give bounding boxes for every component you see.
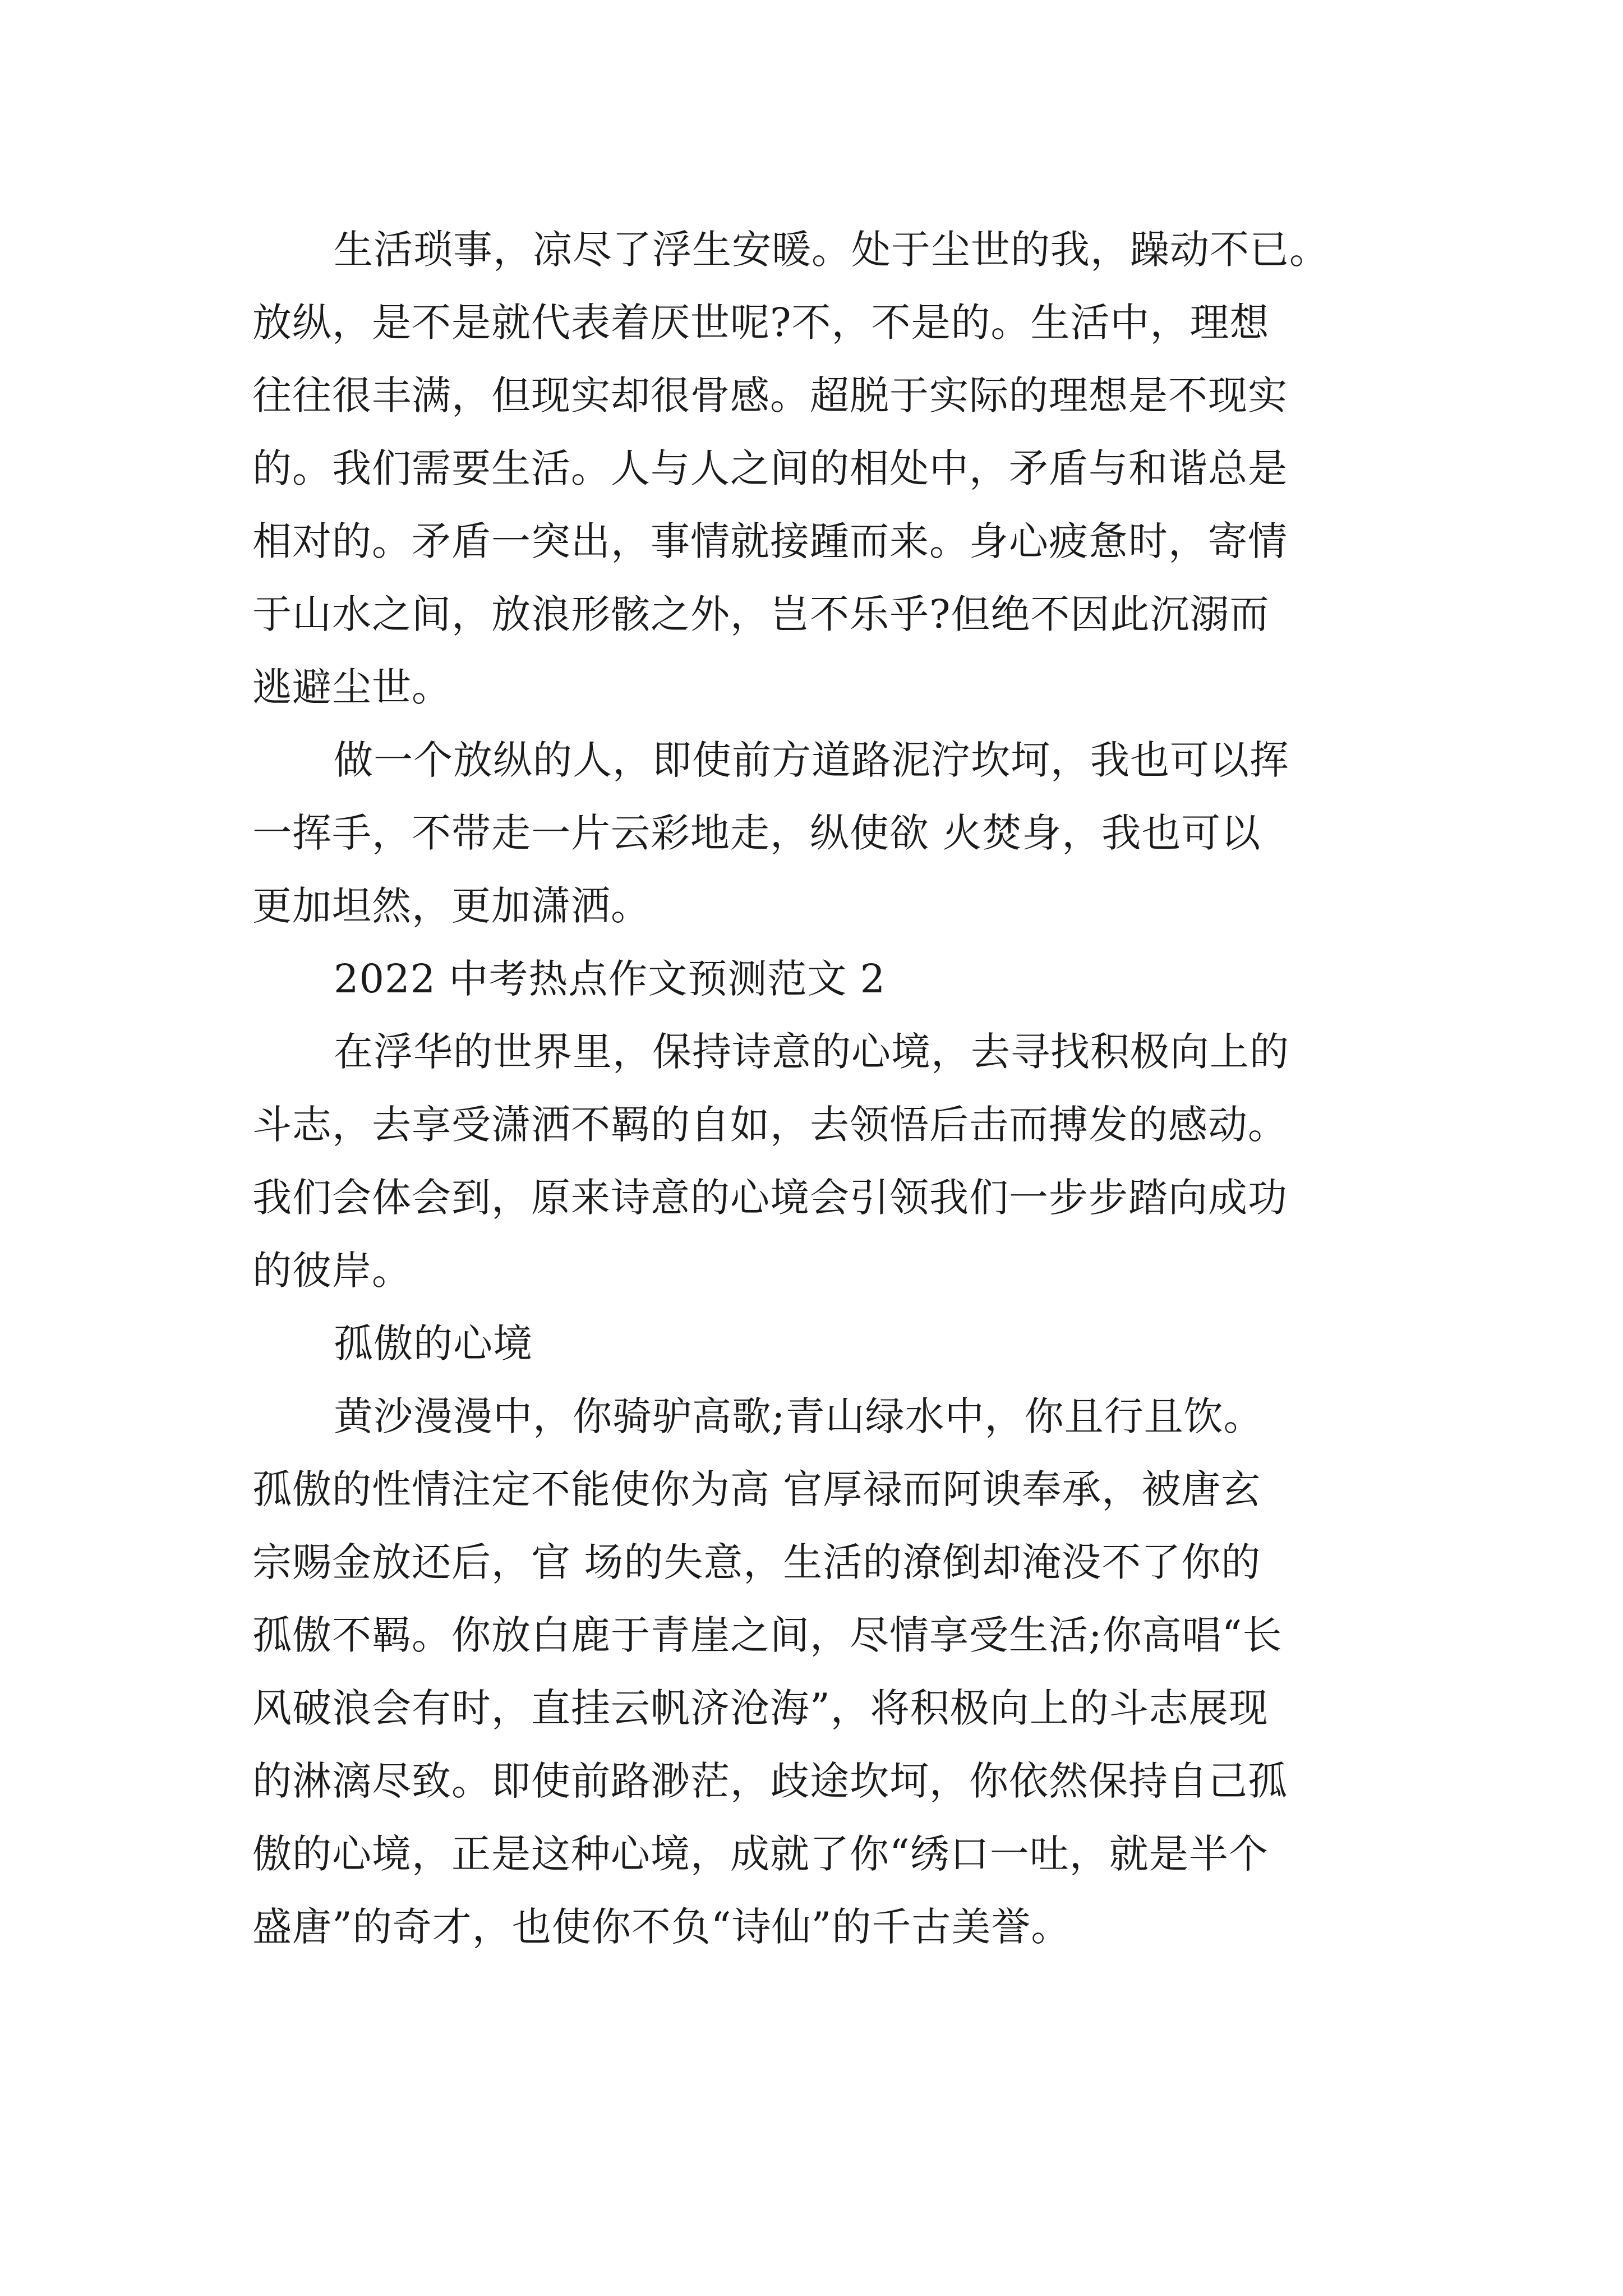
text-line: 往往很丰满，但现实却很骨感。超脱于实际的理想是不现实 — [252, 372, 1288, 418]
text-line: 一挥手，不带走一片云彩地走，纵使欲 火焚身，我也可以 — [252, 810, 1261, 856]
text-line: 更加坦然，更加潇洒。 — [252, 883, 651, 929]
section-heading — [252, 942, 1391, 1015]
text-line: 的。我们需要生活。人与人之间的相处中，矛盾与和谐总是 — [252, 445, 1288, 491]
paragraph-4 — [252, 1380, 1391, 1963]
text-line: 孤傲的性情注定不能使你为高 官厚禄而阿谀奉承，被唐玄 — [252, 1466, 1261, 1512]
subheading — [252, 1307, 1391, 1380]
text-line: 我们会体会到，原来诗意的心境会引领我们一步步踏向成功 — [252, 1175, 1288, 1221]
text-line: 斗志，去享受潇洒不羁的自如，去领悟后击而搏发的感动。 — [252, 1102, 1288, 1148]
text-line: 做一个放纵的人，即使前方道路泥泞坎坷，我也可以挥 — [334, 737, 1289, 783]
text-line: 的淋漓尽致。即使前路渺茫，歧途坎坷，你依然保持自己孤 — [252, 1758, 1288, 1804]
text-line: 生活琐事，凉尽了浮生安暖。处于尘世的我，躁动不已。 — [334, 227, 1329, 273]
paragraph-1 — [252, 213, 1391, 724]
subheading-line: 孤傲的心境 — [334, 1320, 533, 1366]
text-line: 宗赐金放还后，官 场的失意，生活的潦倒却淹没不了你的 — [252, 1539, 1261, 1585]
text-line: 风破浪会有时，直挂云帆济沧海”，将积极向上的斗志展现 — [252, 1685, 1269, 1731]
document-body — [252, 213, 1391, 1963]
heading-line: 2022 中考热点作文预测范文 2 — [334, 956, 886, 1002]
text-line: 在浮华的世界里，保持诗意的心境，去寻找积极向上的 — [334, 1029, 1289, 1075]
text-line: 于山水之间，放浪形骸之外，岂不乐乎?但绝不因此沉溺而 — [252, 591, 1270, 637]
paragraph-3 — [252, 1015, 1391, 1307]
text-line: 傲的心境，正是这种心境，成就了你“绣口一吐，就是半个 — [252, 1831, 1269, 1877]
text-line: 放纵，是不是就代表着厌世呢?不，不是的。生活中，理想 — [252, 300, 1270, 346]
text-line: 的彼岸。 — [252, 1248, 412, 1294]
text-line: 孤傲不羁。你放白鹿于青崖之间，尽情享受生活;你高唱“长 — [252, 1612, 1283, 1658]
text-line: 黄沙漫漫中，你骑驴高歌;青山绿水中，你且行且饮。 — [334, 1393, 1264, 1439]
text-line: 相对的。矛盾一突出，事情就接踵而来。身心疲惫时，寄情 — [252, 518, 1288, 564]
text-line: 逃避尘世。 — [252, 664, 451, 710]
paragraph-2 — [252, 724, 1391, 942]
text-line: 盛唐”的奇才，也使你不负“诗仙”的千古美誉。 — [252, 1904, 1071, 1950]
